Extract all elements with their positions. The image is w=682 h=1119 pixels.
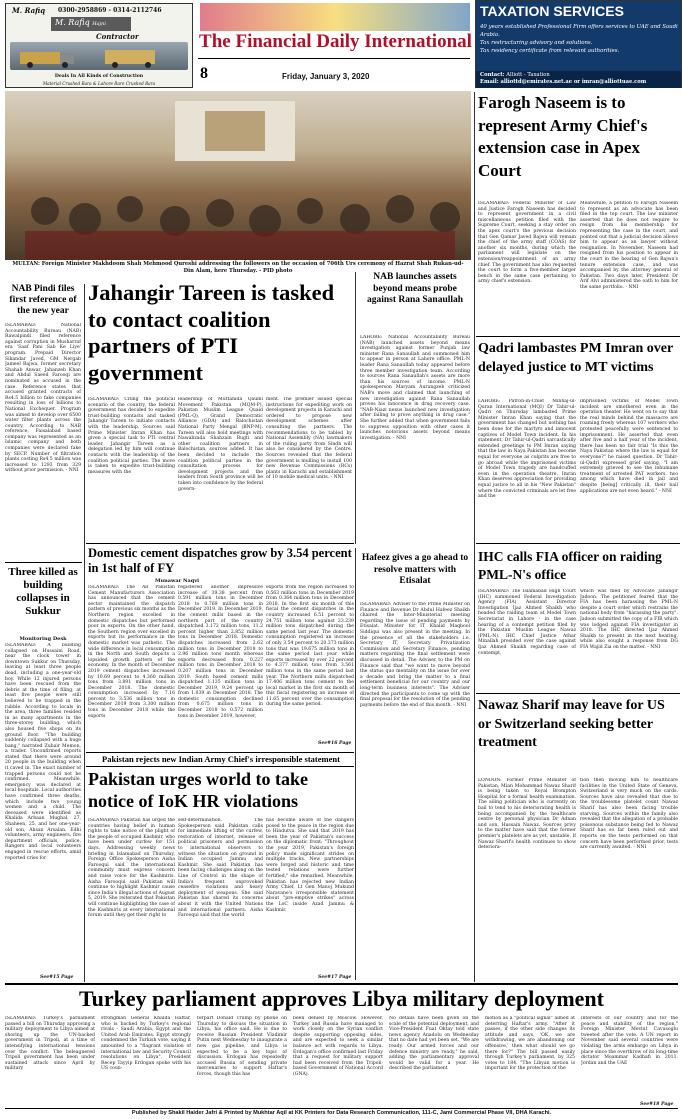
qadri-text-2: imprisoned victims of Model Town incident are smothered even in the operation theater. He went on to say that the real minds behind the massacre are roaming freely whereas 107 workers who protested peacefully were sentenced to imprisonment. He asserted that even after five and a half year of the incident, there has been no fair trial "Is this the Naya Pakistan where the law is equal for everyone?" he raised question. Dr Tahir-ul-Qadri expressed grief saying, "I am extremely grieved to see the inhumane treatment of arrested PAT workers, two among which have died in jail and despite [being] critically ill, their bail applications are not even heard." - NNI [580, 399, 678, 494]
kashmir-col-2 [178, 818, 263, 974]
page-number: 8 [200, 65, 208, 82]
libya-col-6 [485, 1016, 575, 1100]
tareen-text-2: leadership of Muttahida Qaumi Movement Pakistan (MQM-P), Pakistan Muslim League Quaid (PML-Q), Grand Democratic Alliance (GDA) and Balochistan National Party Mengal (BNP-M). Tareen will also hold meetings with Nawabzada Shahzain Bugti and other coalition partners in Balochistan, sources added. It has been decided to include the coalition political parties in the consultation process for development projects and the leaders from South province will be taken into confidence by the federal govern- [178, 397, 263, 492]
sukkur-text: ISLAMABAD: A building collapsed on Hussaini Road, near the clock tower in downtown Sukkur on Thursday, leaving at least three people dead, including a one-year-old boy. While 12 injured persons have been rescued from the debris at the time of filing, at least five people were still believed to be trapped in the rubble. According to locals in the area, three families resided in as many apartments in the three-storey building, which also housed five shops on its ground floor. "The building suddenly collapsed with a huge bang," narrated Zubair Memon, a trader. Unconfirmed reports stated that there were around 20 people in the building when it caved in. The exact number of trapped persons could not be confirmed. Meanwhile, emergency was declared at local hospitals. Local authorities have confirmed three deaths, which include two young women and a child. The deceased were identified as Khalida Arbaan Mughal, 27, Shaheen, 25, and her one-year-old son, Ahsan Arsalan. Edhi volunteers, army engineers, fire department officials, police, Rangers and local volunteers engaged in rescue efforts, amid reported cries for [5, 643, 81, 861]
ad-trucks-image [10, 42, 188, 70]
libya-col-4 [293, 1016, 383, 1100]
nawaz-text-2: tion then moving him to healthcare facilities in the United State of Geneva, Switzerland is very much on the cards. Sources have also revealed that due to the troublesome platelet count Nawaz Sharif has also been facing trouble starving. Sources within the family also revealed that the allegation of a probable poisonous substance being fed to Nawaz Sharif has so far been ruled out and reports on the tests performed on that concern have been performed prior, tests are currently awaited. - NNI [580, 778, 678, 851]
libya-col-7 [581, 1016, 678, 1100]
nab-pindi-text: ISLAMABAD: National Accountability Bureau (NAB) Rawalpindi filed reference against corruption in Musharraf era 'Saaf Pani Sab Ke Liye' program. Prepaid Director Sikandar Javed, GM Nergab Jameel Bajwa, former secretary Shahab Anwar, Jahanzeb Khan and Abdul Saeed Farooqi are nominated as accused in the case. Reference states that accused granted contracts of Rs4.5 billion to fake companies resulting in loss of billions to National Exchequer. Program was aimed to develop over 6500 water filter plants across the country. According to NAB reference, Faisalabad based company was represented as an Islamic company and both companies were declared fake by SECP. Number of filtration plants costing Rs4.5 million was increased to 1293 from 329 without prior permission. - NNI [5, 323, 81, 474]
ihc-col-1 [478, 589, 576, 691]
nab-pindi-body [5, 323, 81, 560]
headline-sukkur: Three killed as building collapses in Sukkur [8, 566, 78, 617]
cement-text-1: ISLAMABAD: The All Pakistan Cement Manufacturers Association has announced that the cement sector maintained the dispatch pattern of previous six months as the Northern region excelled in domestic dispatches but performed poor in exports. On the other hand, the Southern region over excelled in exports but its performance in the domestic market was pathetic. The wide difference in local consumption in the North and South depicts a lopsided growth pattern of the economy. In the month of December 2019 cement dispatches increased by 10.69 percent to 4.360 million tons from 3.891 million tons in December 2018. The domestic consumption increased by 7.16 percent to 3.536 million tons in December 2019 from 3.300 million tons in December 2018 while the exports [88, 585, 175, 719]
urs-ceremony-photo [5, 91, 471, 260]
taxation-bullets [480, 23, 678, 55]
libya-text-2: strongman General Khalifa Haftar, who is backed by Turkey's regional rivals - Saudi Arabia, Egypt and the United Arab Emirates. Egypt strongly condemned the Turkish vote, saying it amounted to a "flagrant violation of international law and Security Council resolutions on Libya". President Recep Tayyip Erdogan spoke with his US coun- [101, 1016, 191, 1072]
ioj-rule-top [86, 752, 354, 753]
kashmir-col-3 [266, 818, 354, 974]
headline-hafeez: Hafeez gives a go ahead to resolve matters with Etisalat [361, 553, 469, 586]
qadri-col-2 [580, 399, 678, 541]
nab-pindi-rule [5, 562, 82, 563]
nawaz-col-2 [580, 778, 678, 978]
farogh-text-2: Meanwhile, a petition fo Farogh Naseem to represent as an advocate has been filed in the top court. The law minister asserted that he does not require to resign from his membership for representing the case in the court, and pointed out that a judicial decision allows him to appear as an lawyer without resignation. In November, Naseem had resigned from his position to appear in the court in the hearing of Gen Bajwa's tenure extension case, and was accompanied by the attorney general of Pakistan. Two days later, President Dr Arif Alvi administered the oath to him for the same portfolio. - NNI [580, 201, 678, 290]
cement-col-2 [178, 585, 263, 739]
libya-col-3 [197, 1016, 287, 1100]
ad-line-1: Deals In All Kinds of Construction [54, 74, 144, 79]
ad-contractor-banner [51, 17, 131, 31]
libya-text-5: No details have been given on the scale of the potential deployment, and Vice-President Fuat Oktay told state news agency Anadolu on Wednesday that no date had yet been set. "We are ready. Our armed forces and our defence ministry are ready," he said, adding the parliamentary approval would be valid for a year. He described the parliament [389, 1016, 479, 1072]
cement-byline: Munawar Naqvi [155, 578, 200, 584]
libya-text-3: terpart Donald Trump by phone on Thursday to discuss the situation in Libya, his office said. He is due to receive Russian President Vladimir Putin next Wednesday to inaugurate a new gas pipeline, and Libya is expected to be a key topic of discussion. Erdogan has repeatedly accused Russia of sending private mercenaries to support Haftar's forces, though this has [197, 1016, 287, 1077]
taxation-title: TAXATION SERVICES [480, 3, 624, 19]
sukkur-byline: Monitoring Desk [19, 636, 67, 642]
headline-nawaz: Nawaz Sharif may leave for US or Switzerland seeking better treatment [478, 698, 665, 750]
issue-date: Friday, January 3, 2020 [282, 72, 370, 81]
hafeez-text: ISLAMABAD: Adviser to the Prime Minister on Finance and Revenue Dr Abdul Hafeez Shaikh chaired the Inter-Ministerial meeting regarding the issue of pending payments by Etisalat. Minister for IT Khalid Maqbool Siddiqui was also present in the meeting. In the presence of all the stakeholders i.e. Secretary IT, Secretary Privatization Commission and Secretary Finance, pending matters regarding the final settlement were discussed in detail. The Adviser to the PM on Finance said that "we want to move beyond the status quo mentality on the issue for over a decade and bring the matter to a final settlement beneficial for our country and our long-term business interests". The Adviser directed the participants to come up with the final proposal for the resolution of the pending payments before the end of this month. - NNI [360, 602, 470, 708]
headline-nab-pindi: NAB Pindi files first reference of the new year [9, 284, 77, 316]
tareen-col-3 [266, 397, 352, 541]
cement-col-3 [266, 585, 354, 739]
headline-ihc: IHC calls FIA officer on raiding PML-N's office [478, 549, 662, 582]
crowd-illustration [5, 91, 471, 260]
taxation-bullet: Tax residency certificate from relevant authorities. [480, 48, 620, 54]
right-column-divider [474, 92, 475, 982]
tareen-text-1: ISLAMABAD: Citing the political scenario of the country, the federal government has decided to expedite trust-building contacts and tasked Jahangir Tareen to initiate contacts with the leadership. Sources said Prime Minister Imran Khan has given a special task to PTI central leader, Jahangir Tareen as a delegation led by him will continue contacts with the leadership of the coalition political parties. The move is taken to expedite trust-building measures with the [88, 397, 175, 475]
libya-text-1: ISLAMABAD: Turkey's parliament passed a bill on Thursday approving a military deployment to Libya aimed at shoring up the UN-backed government in Tripoli, at a time of intensifying international tensions over the conflict. The beleaguered Tripoli government has been under sustained attack since April by military [5, 1016, 95, 1072]
tareen-col-2 [178, 397, 263, 541]
libya-text-4: been denied by Moscow. However, Turkey and Russia have managed to work closely on the Syrian conflict despite supporting opposing sides, and are expected to seek a similar balance act with regards to Libya. Erdogan's office confirmed last Friday that a request for military support had been received from the Tripoli-based Government of National Accord (GNA). [293, 1016, 383, 1077]
masthead-rule [198, 58, 470, 59]
headline-kashmir: Pakistan urges world to take notice of IoK HR violations [88, 769, 308, 811]
ihc-col-2 [580, 589, 678, 691]
ad-brand: M. Rafiq [55, 18, 90, 27]
cement-col-1 [88, 585, 175, 739]
cement-text-3: exports from the region increased to 0.563 million tons in December 2019 from 0.364 million tons in December 2018. In the first six month of this fiscal the cement dispatches in the country increased 6.51 percent to 24.751 million tons against 23.239 million tons dispatched during the same period last year. The domestic consumption registered an increase of only 3.54 percent to 20.373 million tons that was 19.675 million tons in the same period last year while exports increased by over 22 percent to 4.377 million tons from 3.561 million tons in the same period last year. The Northern mills dispatched 17.406 million tons cement to the local market in the first six month of this fiscal registering an increase of 11.65 percent over the consumption during the same period. [266, 585, 354, 708]
ihc-text-1: ISLAMABAD: The Islamabad High Court (IHC) summoned Federal Investigation Agency (FIA) Assistant Director Investigation Ijaz Ahmed Shaikh who headed the raiding team at Model Town Secretariat in Lahore - in the case hearing of a contempt petition filed by the Pakistan Muslim League Nawaz (PML-N). IHC Chief Justice Athar Minallah presided over the case against Ijaz Ahmed Shaikh regarding case of contempt, [478, 589, 576, 656]
kashmir-text-3: has become aware of the dangers posed to the peace in the region due to Hindutva. She said that 2019 has been the year of Pakistan's success on the diplomatic front: "Throughout the year 2019, Pakistan's foreign policy made significant strides on multiple tracks. New partnerships were forged and historic and time tested relations were further fortified," she remarked. Meanwhile, Pakistan has rejected new Indian Army Chief, Lt Gen Manoj Mukund Naravane's irresponsible statement about "pre-emptive strikes" across the LoC inside Azad Jammu & Kashmir. [266, 818, 354, 913]
headline-tareen: Jahangir Tareen is tasked to contact coalition partners of PTI government [88, 280, 335, 385]
ad-contractor-name: M. Rafiq [12, 6, 46, 15]
libya-col-5 [389, 1016, 479, 1100]
cement-text-2: registered another impressive increase of 39.38 percent from 0.591 million tons in December 2018 to 0.769 million tons in December 2019. In December 2019, the cement mills based in the northern part of the country dispatched 3.172 million tons, 11.2 percent higher than 2.852 million tons in December 2018. Domestic dispatches increased from 2.62 million tons in December 2018 to 2.96 million tons month whereas exports decreased from 0.227 million tons in December 2018 to 0.207 million tons in December 2019. South based cement mills dispatched 1.135 million tons in December 2019, 9.24 percent up from 1.039 in December 2018. The domestic consumption declined from 0.675 million tons in December 2018 to 0.572 million tons in December 2019, however, [178, 585, 263, 719]
newspaper-title: The Financial Daily International [199, 31, 472, 52]
ad-contractor-phones: 0300-2958869 - 0314-2112746 [58, 7, 162, 14]
taxation-bullet: Tax restructuring advisory and solutions. [480, 40, 593, 46]
qadri-col-1 [478, 399, 576, 541]
ihc-text-2: which was filed by Advocate Jahangir Jadoon. The petitioner feared that the FIA has been harassing the PML-N despite a court order which restrains the national body from "harassing the party". Jadoon submitted the copy of a FIR which was lodged against FIA investigator in 2018. The IHC directed Ijaz Ahmed Shaikh to present in the next hearing, while also sought a response from DG FIA Wajid Zia on the matter. - NNI [580, 589, 678, 650]
headline-farogh: Farogh Naseem is to represent Army Chief's extension case in Apex Court [478, 93, 648, 180]
nawaz-col-1 [478, 778, 576, 978]
sukkur-continued: See#15 Page [40, 975, 74, 980]
cement-continued: See#16 Page [318, 741, 352, 746]
ad-role: Contractor [96, 32, 139, 41]
photo-caption: MULTAN: Foreign Minister Makhdoom Shah Mehmood Qureshi addressing the followers on the occasion of 706th Urs ceremony of Hazrat Shah Rukan-ud-Din Alam, here Thursday. - PID photo [12, 261, 464, 274]
headline-cement: Domestic cement dispatches grow by 3.54 percent in 1st half of FY [88, 546, 352, 575]
nawaz-text-1: LONDON: Former Prime Minister of Pakistan, Mian Mohammad Nawaz Sharif is being taken to Royal Brompton Hospital for a formal health examination. The ailing politician who is currently on bail to tend to his deteriorating health is being accompanied by the healthcare centre by personal physician Dr Adnan and son, Hussain Nawaz. Sources privy to the matter have said that the former premier's platelets are as yet, unstable. If Nawaz Sharif's health continues to show deteriora- [478, 778, 576, 851]
nab-lahore-body [360, 335, 470, 544]
farogh-text-1: ISLAMABAD: Federal Minister of Law and Justice Farogh Naseem has decided to represent government in a civil miscellaneous petition filed with the Supreme Court, seeking a stay order on the apex court's the previous decision that Gen Qamar Javed Bajwa will remain the chief of the army staff (COAS) for another six months, during which the parliament will legislate on the extension/reappointment of an army chief. The government has also requested the court to form a five-member larger bench in the same case pertaining to army chief's extension. [478, 201, 576, 285]
libya-rule-top [5, 983, 678, 985]
contractor-ad [5, 3, 193, 88]
ad-brand-suffix: Hajni [92, 21, 106, 27]
libya-text-6: motion as a "political signal" aimed at deterring Haftar's army. "After it passes, if the other side changes its attitude and says, 'OK, we are withdrawing, we are abandoning our offensive,' then what should we go there for?" The bill passed easily through Turkey's parliament, by 325 votes to 184. "The Libyan motion is important for the protection of the [485, 1016, 575, 1072]
ad-line-2: Material Crushed Bara & Lahore Rare Crushed Bara [42, 81, 156, 86]
ioj-rule-bottom [86, 766, 354, 767]
libya-col-1 [5, 1016, 95, 1100]
headline-nab-lahore: NAB launches assets beyond means probe against Rana Sanaullah [366, 272, 464, 305]
libya-text-7: interests of our country and for the peace and stability of the region," Foreign Minister Mevlut Cavusoglu tweeted after the vote. A UN report in November said several countries were violating the arms embargo on Libya in place since the overthrow of its long-time dictator Moammar Kadhafi in 2011. Jordan and the UAE [581, 1016, 678, 1066]
ihc-rule [476, 693, 680, 694]
qadri-rule [476, 543, 680, 544]
truck-icon [10, 42, 188, 70]
farogh-rule [476, 336, 680, 337]
libya-col-2 [101, 1016, 191, 1100]
headline-qadri: Qadri lambastes PM Imran over delayed justice to MT victims [478, 341, 673, 375]
taxation-ad [475, 0, 682, 88]
taxation-bullet: 40 years established Professional Firm offers services to UAE and Saudi Arabia. [480, 24, 678, 38]
mid-column-divider-2 [355, 548, 356, 980]
sukkur-body [5, 643, 81, 977]
kashmir-text-1: ISLAMABAD: Pakistan has urged the countries having belief in human rights to take notice of the plight of the people of occupied Kashmir, who have been under curfew for 151 days. Addressing weekly news briefing in Islamabad on Thursday, Foreign Office Spokesperson Aisha Farooqui said the international community must express concern and raise voice for the Kashmiris. Aisha Farooqui said Pakistan will continue to highlight Kashmir cause since India's illegal actions of August 5, 2019. She reiterated that Pakistan will continue highlighting the case of the Kashmiris at every international forum until they get their right to [88, 818, 175, 919]
tareen-rule [86, 543, 354, 544]
taxation-contact [476, 71, 681, 88]
tareen-text-3: ment. The premier issued special instructions for expediting work on development projects in Karachi and ordered to propose new development schemes after consulting the partners. The recommendations to be tabled by National Assembly (NA) lawmakers of the ruling party from Sindh will also be considered by the Centre. Sources revealed that the federal government is mulling to install 100 new Revenue Commissions (RCs) plants in Karachi and establishment of 10 mobile medical units. - NNI [266, 397, 352, 481]
hafeez-body [360, 602, 470, 977]
nab-lahore-text: LAHORE: National Accountability Bureau (NAB) launched assets beyond means investigation against former Punjab law minister Rana Sanaullah and summoned him to appear in person at Lahore office. PML-N leader Rana Sanaullah today appeared before three member investigation team. According to sources Rana Sanaullah's assets are more than his sources of income. PML-N spokesperson Maryam Aurangzeb criticized NAB's move and claimed that launching of new investigation against Rana Sanaullah proves his innocence in drug recovery case. "NAB-Niazi nexus launched new investigation after failing to prove anything in drug case." She further added that when government fails to suppress opposition with other cases it launches notorious assets beyond means investigation. - NNI [360, 335, 470, 441]
left-column-divider [84, 284, 85, 982]
headline-ioj: Pakistan rejects new Indian Army Chief's irresponsible statement [102, 754, 340, 764]
kashmir-col-1 [88, 818, 175, 974]
kashmir-text-2: self-determination. The Spokesperson said Pakistan calls for immediate lifting of the curfew, restoration of internet, release of political prisoners and permission to international observers to witness the situation on ground in Indian occupied Jammu and Kashmir. She said Pakistan has been facing challenges along on the Line of Control in the shape of India's frequent unprovoked ceasefire violations and heavy deployment of weapons. She said Pakistan has shared its concerns about it with the United Nations and international partners. Aisha Farooqui said that the world [178, 818, 263, 919]
farogh-col-1 [478, 201, 576, 333]
contact-value: Alliott - Taxation [506, 72, 550, 78]
tareen-col-1 [88, 397, 175, 541]
mid-column-divider [355, 272, 356, 544]
headline-libya: Turkey parliament approves Libya military deployment [79, 986, 604, 1011]
contact-email: Email: alliottd@emirates.net.ae or imran@alliottuae.com [480, 79, 647, 85]
kashmir-continued: See#17 Page [318, 975, 352, 980]
libya-continued: See#18 Page [640, 1102, 674, 1107]
farogh-col-2 [580, 201, 678, 333]
footer-rule [5, 1108, 678, 1109]
masthead-illustration [200, 3, 470, 31]
contact-label: Contact: [480, 72, 505, 78]
imprint-footer: Published by Shakil Haider Jafri & Printed by Mukhtar Aqil at KK Printers for Data Research Communication, 111-C, Jami Commercial Phase VII, DHA Karachi. [131, 1110, 552, 1116]
qadri-text-1: LAHORE: Patron-in-Chief Minhaj-ul-Quran International (MQI) Dr Tahir-ul-Qadri on Thursday lambasted Prime Minister Imran Khan saying that the government has changed but nothing has been done for the martyrs and innocent captives of Model Town incident. In his statement, Dr Tahir-ul-Qadri sarcastically extended greetings to PM Imran saying that the law in Naya Pakistan has become equal for everyone as culprits are free to go abroad while the imprisoned victims of Model Town tragedy are handcuffed even in the operation theatre. Imran Khan deserves appreciation for providing equal justice to all in his "New Pakistan" where the convicted criminals are let free and the [478, 399, 576, 500]
